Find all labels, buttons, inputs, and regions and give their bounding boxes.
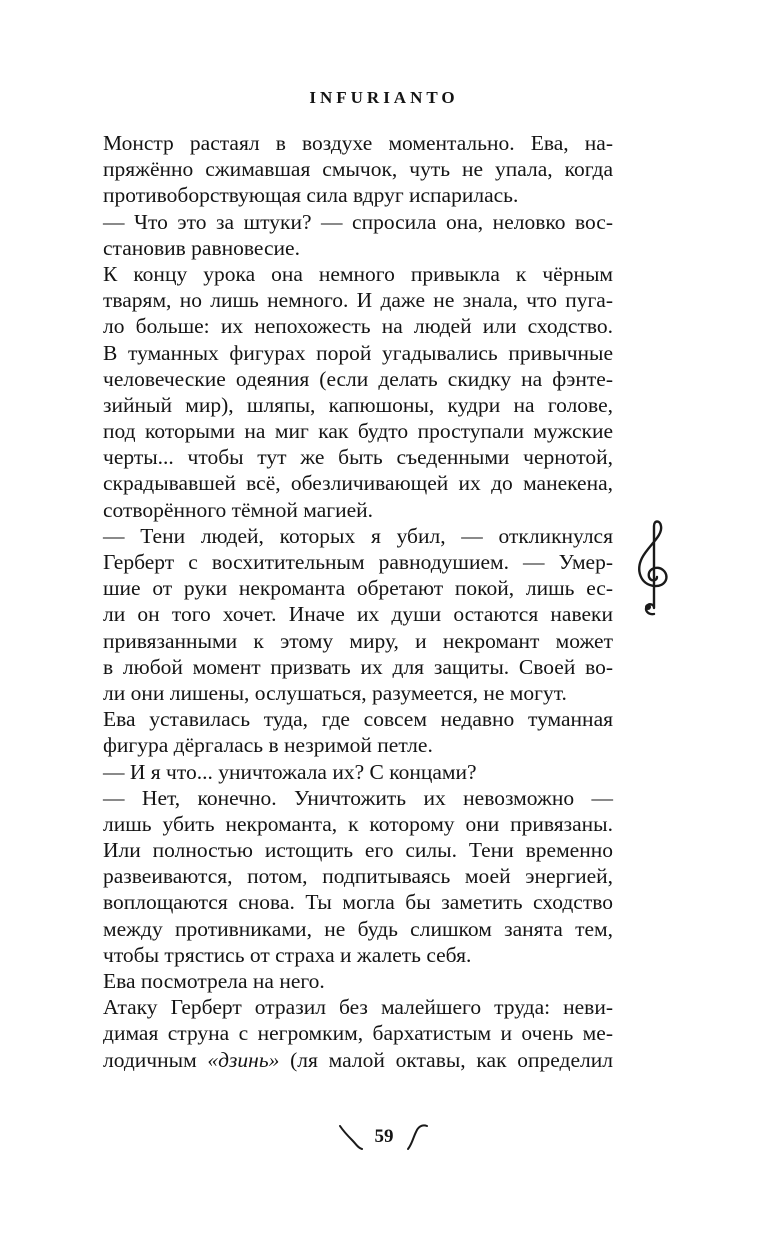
text-line: зийный мир), шляпы, капюшоны, кудри на голове, [103, 392, 613, 417]
text-line: между противниками, не будь слишком занята тем, [103, 916, 613, 941]
line-segment: (ля малой октавы, как определил [279, 1047, 613, 1072]
text-line: под которыми на миг как будто проступали мужские [103, 419, 613, 444]
text-line: черты... чтобы тут же быть съеденными чернотой, [103, 445, 613, 470]
text-line: развеиваются, потом, подпитываясь моей энергией, [103, 864, 613, 889]
text-line: пряжённо сжимавшая смычок, чуть не упала, когда [103, 157, 613, 182]
flourish-right-icon [404, 1122, 430, 1152]
text-line: Ева уставилась туда, где совсем недавно туманная [103, 707, 613, 732]
running-head: INFURIANTO [309, 88, 459, 107]
text-line: Или полностью истощить его силы. Тени временно [103, 838, 613, 863]
text-line: фигура дёргалась в незримой петле. [103, 733, 433, 758]
text-line: — Тени людей, которых я убил, — откликнулся [103, 523, 613, 548]
text-line: в любой момент призвать их для защиты. Своей во- [103, 654, 613, 679]
text-line: ли он того хочет. Иначе их души остаются навеки [103, 602, 613, 627]
text-line: чтобы трястись от страха и жалеть себя. [103, 942, 472, 967]
text-line: — И я что... уничтожала их? С концами? [103, 759, 477, 784]
text-line: скрадывавшей всё, обезличивающей их до манекена, [103, 471, 613, 496]
text-line: Атаку Герберт отразил без малейшего труда: неви- [103, 995, 613, 1020]
flourish-left-icon [338, 1122, 364, 1152]
text-line: человеческие одеяния (если делать скидку на фэнте- [103, 366, 613, 391]
page-number: 59 [374, 1126, 394, 1147]
text-line: Ева посмотрела на него. [103, 969, 325, 993]
text-line: Монстр растаял в воздухе моментально. Ева, на- [103, 131, 613, 155]
text-line: В туманных фигурах порой угадывались привычные [103, 340, 613, 365]
text-line: Герберт с восхитительным равнодушием. — Умер- [103, 550, 613, 574]
text-line: ли они лишены, ослушаться, разумеется, не могут. [103, 680, 567, 705]
text-line [103, 1047, 613, 1073]
line-segment: лодичным [103, 1047, 208, 1072]
text-line: — Что это за штуки? — спросила она, неловко вос- [103, 209, 613, 234]
text-line: становив равновесие. [103, 235, 300, 260]
text-line: привязанными к этому миру, и некромант может [103, 628, 613, 653]
text-line: димая струна с негромким, бархатистым и очень ме- [103, 1021, 613, 1046]
text-line: шие от руки некроманта обретают покой, лишь ес- [103, 576, 613, 601]
text-line: сотворённого тёмной магией. [103, 497, 374, 522]
text-line: тварям, но лишь немного. И даже не знала, что пуга- [103, 288, 613, 313]
text-line: — Нет, конечно. Уничтожить их невозможно — [103, 785, 613, 810]
text-line: воплощаются снова. Ты могла бы заметить сходство [103, 890, 613, 915]
text-line: К концу урока она немного привыкла к чёрным [103, 261, 613, 286]
text-line: противоборствующая сила вдруг испарилась. [103, 183, 519, 208]
text-line: ло больше: их непохожесть на людей или сходство. [103, 314, 613, 339]
emphasis-text: «дзинь» [207, 1047, 280, 1072]
treble-clef-icon [630, 518, 676, 618]
page-folio [0, 1122, 768, 1152]
text-line: лишь убить некроманта, к которому они привязаны. [103, 811, 613, 836]
body-text [103, 130, 613, 1073]
